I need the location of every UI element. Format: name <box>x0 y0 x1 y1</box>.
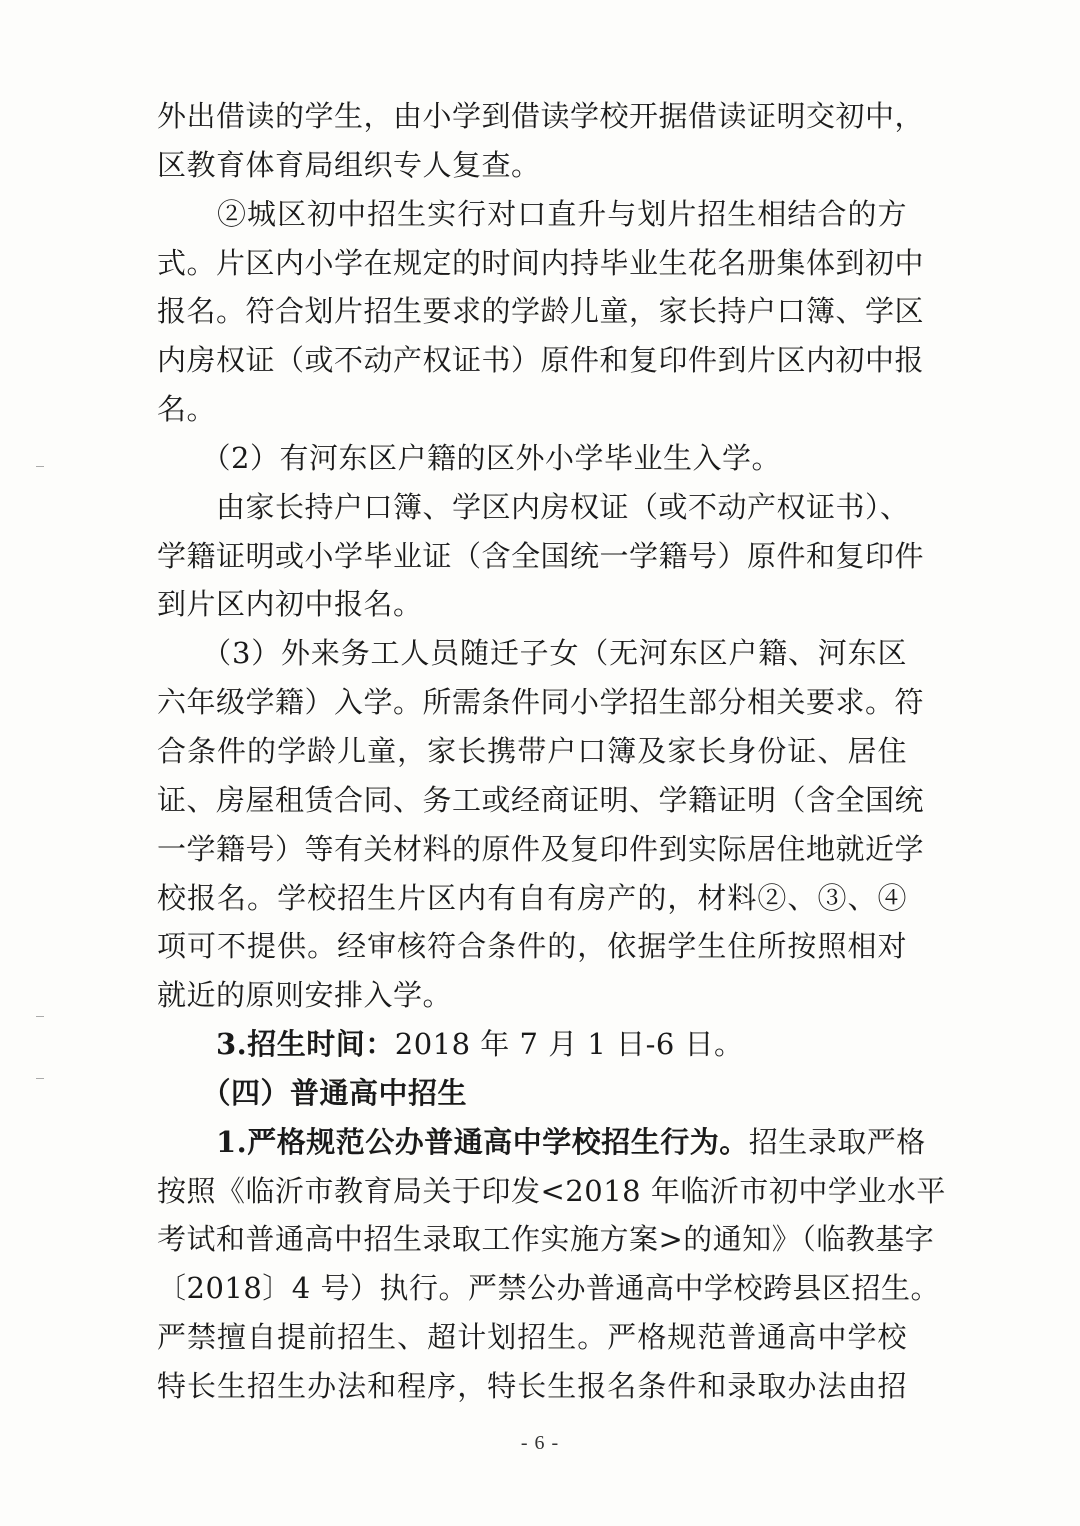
text-line: 证、房屋租赁合同、务工或经商证明、学籍证明（含全国统 <box>157 782 925 817</box>
time-heading: 3.招生时间： <box>157 1027 395 1062</box>
item1-heading: 1.严格规范公办普通高中学校招生行为。 <box>157 1124 749 1159</box>
text-line: ②城区初中招生实行对口直升与划片招生相结合的方 <box>157 196 907 231</box>
text-line: 按照《临沂市教育局关于印发<2018 年临沂市初中学业水平 <box>157 1173 946 1208</box>
text-line: 项可不提供。经审核符合条件的，依据学生住所按照相对 <box>157 929 907 964</box>
text-line: 外出借读的学生，由小学到借读学校开据借读证明交初中， <box>157 99 925 133</box>
text-line: 一学籍号）等有关材料的原件及复印件到实际居住地就近学 <box>157 831 925 866</box>
text-line: 合条件的学龄儿童，家长携带户口簿及家长身份证、居住 <box>157 733 907 768</box>
text-line: （3）外来务工人员随迁子女（无河东区户籍、河东区 <box>157 636 907 671</box>
text-line: 严禁擅自提前招生、超计划招生。严格规范普通高中学校 <box>157 1320 907 1355</box>
text-line: 学籍证明或小学毕业证（含全国统一学籍号）原件和复印件 <box>157 538 925 573</box>
text-line: 报名。符合划片招生要求的学龄儿童，家长持户口簿、学区 <box>157 294 925 329</box>
text-line: 特长生招生办法和程序，特长生报名条件和录取办法由招 <box>157 1368 907 1403</box>
scan-mark <box>36 1016 44 1017</box>
text-line: 〔2018〕4 号）执行。严禁公办普通高中学校跨县区招生。 <box>157 1271 940 1306</box>
text-line: 校报名。学校招生片区内有自有房产的，材料②、③、④ <box>157 880 907 915</box>
text-line: （2）有河东区户籍的区外小学毕业生入学。 <box>157 440 781 475</box>
page-number: - 6 - <box>520 1432 560 1454</box>
text-line: 内房权证（或不动产权证书）原件和复印件到片区内初中报 <box>157 343 925 378</box>
time-text: 2018 年 7 月 1 日-6 日。 <box>394 1027 744 1062</box>
text-line: 就近的原则安排入学。 <box>157 978 453 1013</box>
text-line: 考试和普通高中招生录取工作实施方案>的通知》（临教基字 <box>157 1222 935 1257</box>
text-line: 区教育体育局组织专人复查。 <box>157 147 541 182</box>
item1-first-text: 招生录取严格 <box>748 1124 926 1159</box>
text-line: 由家长持户口簿、学区内房权证（或不动产权证书）、 <box>157 489 910 524</box>
document-body <box>157 92 946 1411</box>
text-line: 六年级学籍）入学。所需条件同小学招生部分相关要求。符 <box>157 685 925 720</box>
text-line: 式。片区内小学在规定的时间内持毕业生花名册集体到初中 <box>157 245 925 280</box>
scan-mark <box>36 466 44 467</box>
text-line: 名。 <box>157 392 217 427</box>
section-heading: （四）普通高中招生 <box>157 1075 468 1110</box>
scan-mark <box>36 1078 44 1079</box>
time-line <box>157 1020 907 1069</box>
text-line: 到片区内初中报名。 <box>157 587 423 622</box>
item1-line <box>157 1118 926 1167</box>
